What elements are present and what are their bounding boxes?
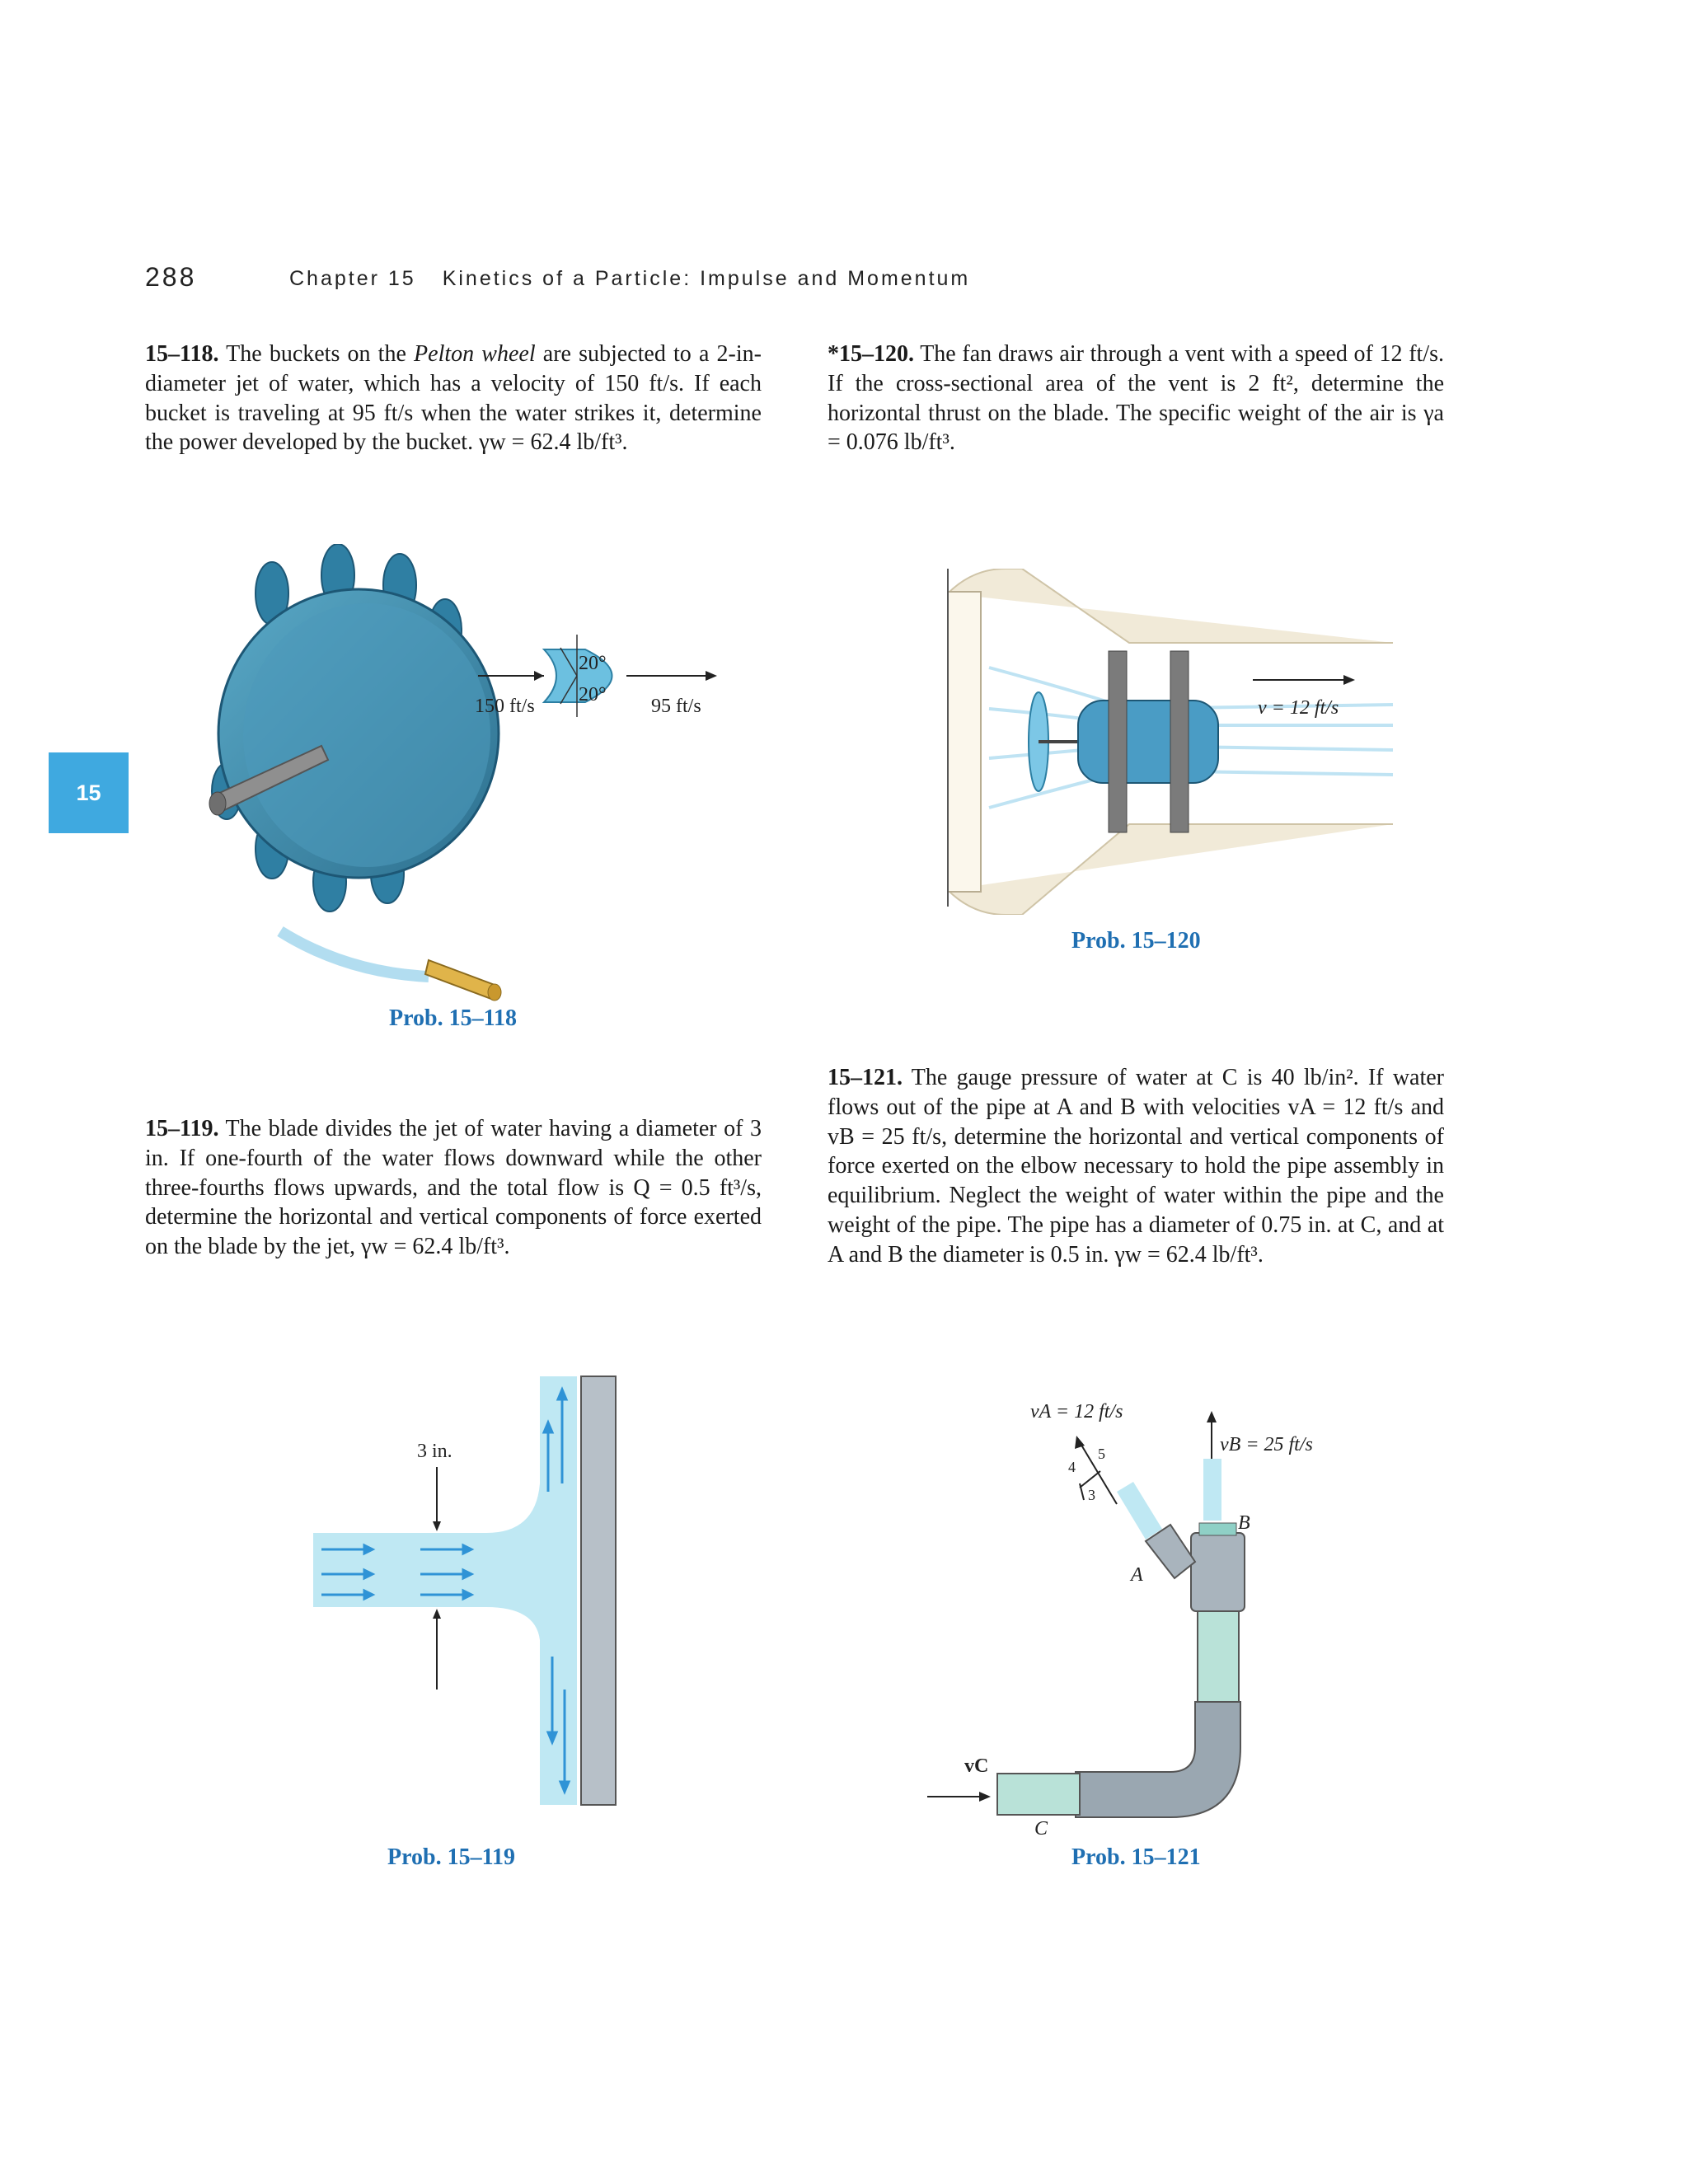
problem-number: 15–121. bbox=[828, 1065, 903, 1090]
bucket-speed-label: 95 ft/s bbox=[651, 696, 701, 717]
point-C-label: C bbox=[1034, 1818, 1048, 1838]
problem-text: The blade divides the jet of water having a diameter of 3 in. If one-fourth of the water flows downward while the other three-fourths flows upwards, and the total flow is Q = 0.5 ft³/s, determine the horizontal and vertical components of force exerted on the blade by the jet, γw = 62.4 lb/ft³. bbox=[145, 1116, 762, 1260]
problem-15-120 bbox=[828, 340, 1444, 457]
blade bbox=[581, 1376, 616, 1805]
fan-vent-figure bbox=[865, 569, 1409, 915]
pelton-wheel-figure bbox=[181, 544, 742, 1005]
problem-15-118 bbox=[145, 340, 762, 457]
problem-number: *15–120. bbox=[828, 341, 914, 367]
problem-text-b: are subjected to a 2-in-diameter jet of water, which has a velocity of 150 ft/s. If each bucket is traveling at 95 ft/s when the water strikes it, determine the power developed by the bucket. γw = 62.4 lb/ft³. bbox=[145, 341, 762, 456]
problem-text-a: The buckets on the bbox=[226, 341, 415, 367]
pipe-elbow-figure bbox=[923, 1393, 1352, 1838]
caption-prob-15-121: Prob. 15–121 bbox=[1071, 1844, 1201, 1870]
angle-top-label: 20° bbox=[579, 653, 607, 674]
jet-speed-label: 150 ft/s bbox=[475, 696, 535, 717]
running-head bbox=[289, 267, 970, 291]
point-B-label: B bbox=[1238, 1512, 1250, 1534]
slope-5-label: 5 bbox=[1098, 1446, 1105, 1462]
vC-label: vC bbox=[964, 1755, 989, 1777]
page-header bbox=[145, 262, 1546, 295]
caption-prob-15-120: Prob. 15–120 bbox=[1071, 928, 1201, 954]
vA-label: vA = 12 ft/s bbox=[1030, 1401, 1123, 1422]
problem-text: The fan draws air through a vent with a speed of 12 ft/s. If the cross-sectional area of the vent is 2 ft², determine the horizontal thrust on the blade. The specific weight of the air is γa = 0.076 lb/ft³. bbox=[828, 341, 1445, 456]
problem-number: 15–119. bbox=[145, 1116, 219, 1141]
nozzle bbox=[280, 931, 501, 1001]
slope-4-label: 4 bbox=[1068, 1459, 1076, 1475]
chapter-title: Kinetics of a Particle: Impulse and Momentum bbox=[442, 267, 971, 290]
caption-prob-15-119: Prob. 15–119 bbox=[387, 1844, 516, 1870]
angle-bottom-label: 20° bbox=[579, 684, 607, 705]
chapter-side-tab: 15 bbox=[49, 752, 129, 833]
elbow bbox=[1076, 1702, 1240, 1817]
tee-body bbox=[1191, 1533, 1245, 1611]
point-A-label: A bbox=[1131, 1564, 1143, 1586]
problem-number: 15–118. bbox=[145, 341, 219, 367]
caption-prob-15-118: Prob. 15–118 bbox=[389, 1005, 518, 1031]
velocity-label: v = 12 ft/s bbox=[1258, 697, 1339, 719]
diameter-label: 3 in. bbox=[417, 1441, 452, 1462]
blade-jet-figure bbox=[297, 1360, 643, 1838]
bucket-detail bbox=[475, 635, 717, 717]
problem-text: The gauge pressure of water at C is 40 lb/in². If water flows out of the pipe at A and B with velocities vA = 12 ft/s and vB = 25 ft/s, determine the horizontal and vertical components of force exerted on the elbow necessary to hold the pipe assembly in equilibrium. Neglect the weight of water within the pipe and the weight of the pipe. The pipe has a diameter of 0.75 in. at C, and at A and B the diameter is 0.5 in. γw = 62.4 lb/ft³. bbox=[828, 1065, 1444, 1268]
chapter-label: Chapter 15 bbox=[289, 267, 416, 290]
page-number: 288 bbox=[145, 262, 197, 292]
motor bbox=[1078, 701, 1218, 783]
slope-3-label: 3 bbox=[1088, 1487, 1095, 1503]
problem-15-121 bbox=[828, 1063, 1444, 1270]
vB-label: vB = 25 ft/s bbox=[1220, 1434, 1313, 1455]
problem-text-italic: Pelton wheel bbox=[414, 341, 536, 367]
problem-15-119 bbox=[145, 1114, 762, 1262]
